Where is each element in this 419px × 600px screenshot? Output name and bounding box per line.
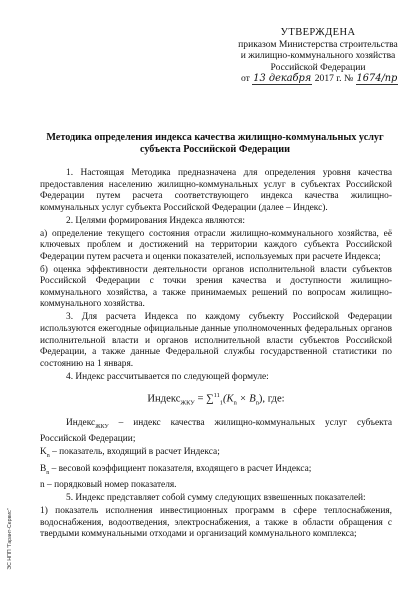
definition-k <box>40 447 392 462</box>
approval-line-1: приказом Министерства строительства <box>238 39 398 51</box>
definition-b <box>40 464 392 479</box>
definition-n: n – порядковый номер показателя. <box>40 480 177 491</box>
title-line-2: субъекта Российской Федерации <box>139 144 291 155</box>
paragraph-2a: а) определение текущего состояния отрасли жилищно-коммунального хозяйства, её ключевых проблем и достижений на территории каждого субъекта Российской Федерации путем расчета и оценки показателей, используемых при расчете Индекса; <box>40 228 392 262</box>
paragraph-3: 3. Для расчета Индекса по каждому субъекту Российской Федерации используются ежегодные официальные данные уполномоченных федеральных органов исполнительной власти и органов исполнительной власти субъектов Российской Федерации, а также данные Федеральной службы государственной статистики по состоянию на 1 января. <box>40 312 392 369</box>
def-k-text: – показатель, входящий в расчет Индекса; <box>49 446 220 457</box>
formula-k-sub: n <box>233 399 237 407</box>
document-body <box>40 168 392 542</box>
def-b-text: – весовой коэффициент показателя, входящего в расчет Индекса; <box>49 463 312 474</box>
definition-index <box>40 418 392 445</box>
paragraph-1: 1. Настоящая Методика предназначена для определения уровня качества предоставления населению жилищно-коммунальных услуг в субъектах Российской Федерации путем расчета соответствующего индекса качества жилищно-коммунальных услуг субъекта Российской Федерации (далее – Индекс). <box>40 168 392 213</box>
def-b-name: B <box>40 463 47 474</box>
approval-block <box>233 27 403 84</box>
index-formula <box>40 390 392 409</box>
formula-k: (K <box>222 393 234 405</box>
approval-number-handwritten: 1674/пр <box>356 72 398 84</box>
paragraph-4: 4. Индекс рассчитывается по следующей формуле: <box>66 371 269 382</box>
paragraph-5-1: 1) показатель исполнения инвестиционных программ в сфере теплоснабжения, водоснабжения, водоотведения, электроснабжения, а также в области обращения с твердыми коммунальными отходами и организаций коммунального комплекса; <box>40 506 392 540</box>
approval-line-3: Российской Федерации <box>270 61 366 73</box>
approval-date-row <box>233 73 403 84</box>
approval-line-2: и жилищно-коммунального хозяйства <box>240 50 396 62</box>
formula-sum-lower: 1 <box>219 399 223 407</box>
def-index-text: – индекс качества жилищно-коммунальных услуг субъекта Российской Федерации; <box>40 418 392 444</box>
def-k-name: K <box>40 446 47 457</box>
document-title <box>40 132 390 156</box>
approval-date-handwritten: 13 декабря <box>253 72 312 84</box>
formula-sum-upper: 11 <box>213 392 220 400</box>
def-b-sub: n <box>46 469 50 476</box>
formula-lhs-sub: ЖКУ <box>180 399 195 407</box>
paragraph-5: 5. Индекс представляет собой сумму следующих взвешенных показателей: <box>66 493 366 504</box>
def-index-sub: ЖКУ <box>95 424 109 431</box>
approval-from: от <box>241 72 250 84</box>
sidebar-stamp <box>4 492 16 592</box>
approval-heading: УТВЕРЖДЕНА <box>280 27 356 38</box>
sidebar-stamp-text: ЭС НПП "Гарант-Сервис" <box>7 508 13 570</box>
formula-sum-sign: = ∑ <box>194 393 214 405</box>
approval-year: 2017 г. № <box>314 72 354 84</box>
def-k-sub: n <box>46 452 50 459</box>
def-index-name: Индекс <box>66 418 96 429</box>
formula-tail: ), где: <box>258 393 285 405</box>
paragraph-2b: б) оценка эффективности деятельности органов исполнительной власти субъектов Российской Федерации с точки зрения качества и доступности жилищно-коммунального хозяйства, а также принимаемых решений по вопросам жилищно-коммунального хозяйства. <box>40 264 392 310</box>
formula-b: × B <box>236 393 256 405</box>
formula-b-sub: n <box>255 399 259 407</box>
title-line-1: Методика определения индекса качества жилищно-коммунальных услуг <box>46 132 384 143</box>
formula-lhs: Индекс <box>147 393 181 405</box>
paragraph-2: 2. Целями формирования Индекса являются: <box>66 215 245 226</box>
